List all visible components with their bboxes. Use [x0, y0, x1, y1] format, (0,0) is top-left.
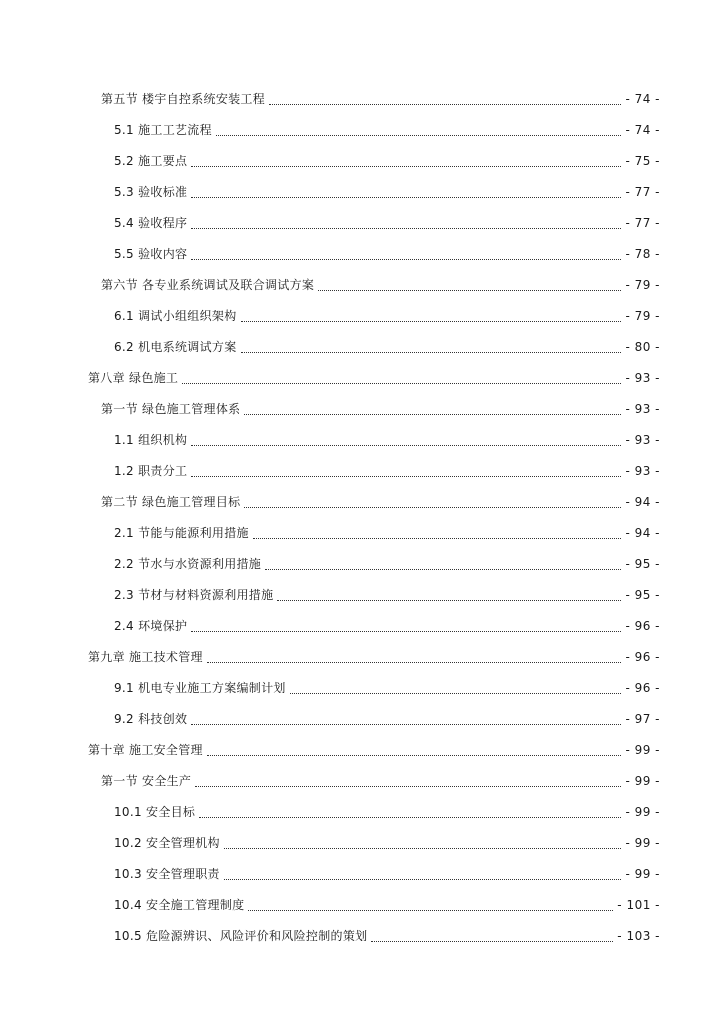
- toc-entry-title: 9.1 机电专业施工方案编制计划: [114, 681, 286, 695]
- toc-entry[interactable]: [0, 177, 724, 208]
- dot-leader: [371, 940, 613, 942]
- table-of-contents: [0, 84, 724, 952]
- dot-leader: [241, 320, 622, 322]
- toc-entry-title: 2.3 节材与材料资源利用措施: [114, 588, 274, 602]
- toc-entry-page-number: - 93 -: [625, 371, 660, 385]
- toc-entry[interactable]: [0, 611, 724, 642]
- toc-entry-page-number: - 93 -: [625, 402, 660, 416]
- toc-entry[interactable]: [0, 518, 724, 549]
- dot-leader: [244, 506, 621, 508]
- toc-entry-title: 第六节 各专业系统调试及联合调试方案: [101, 278, 315, 292]
- toc-entry[interactable]: [0, 704, 724, 735]
- dot-leader: [191, 258, 621, 260]
- toc-entry[interactable]: [0, 84, 724, 115]
- toc-entry[interactable]: [0, 766, 724, 797]
- toc-entry-title: 10.2 安全管理机构: [114, 836, 220, 850]
- toc-entry-page-number: - 97 -: [625, 712, 660, 726]
- toc-entry-title: 1.2 职责分工: [114, 464, 188, 478]
- toc-entry-title: 5.3 验收标准: [114, 185, 188, 199]
- toc-entry-page-number: - 93 -: [625, 433, 660, 447]
- toc-entry-page-number: - 77 -: [625, 185, 660, 199]
- toc-entry-page-number: - 74 -: [625, 123, 660, 137]
- dot-leader: [182, 382, 621, 384]
- dot-leader: [224, 847, 622, 849]
- toc-entry-title: 1.1 组织机构: [114, 433, 188, 447]
- dot-leader: [290, 692, 622, 694]
- toc-entry-title: 第八章 绿色施工: [88, 371, 179, 385]
- toc-entry[interactable]: [0, 456, 724, 487]
- toc-entry-title: 第二节 绿色施工管理目标: [101, 495, 241, 509]
- dot-leader: [191, 196, 621, 198]
- dot-leader: [244, 413, 621, 415]
- toc-entry-title: 2.1 节能与能源利用措施: [114, 526, 249, 540]
- toc-entry[interactable]: [0, 115, 724, 146]
- dot-leader: [269, 103, 621, 105]
- dot-leader: [199, 816, 621, 818]
- toc-entry[interactable]: [0, 301, 724, 332]
- toc-entry-page-number: - 95 -: [625, 588, 660, 602]
- dot-leader: [265, 568, 621, 570]
- toc-entry[interactable]: [0, 487, 724, 518]
- toc-entry[interactable]: [0, 549, 724, 580]
- toc-entry-title: 10.5 危险源辨识、风险评价和风险控制的策划: [114, 929, 368, 943]
- toc-entry-page-number: - 96 -: [625, 681, 660, 695]
- toc-entry[interactable]: [0, 208, 724, 239]
- dot-leader: [195, 785, 621, 787]
- toc-entry-page-number: - 95 -: [625, 557, 660, 571]
- toc-entry[interactable]: [0, 797, 724, 828]
- dot-leader: [253, 537, 622, 539]
- toc-entry[interactable]: [0, 394, 724, 425]
- toc-entry-page-number: - 99 -: [625, 774, 660, 788]
- toc-entry-page-number: - 99 -: [625, 867, 660, 881]
- toc-entry[interactable]: [0, 735, 724, 766]
- toc-entry-title: 2.4 环境保护: [114, 619, 188, 633]
- toc-entry-page-number: - 93 -: [625, 464, 660, 478]
- toc-entry[interactable]: [0, 859, 724, 890]
- toc-entry[interactable]: [0, 363, 724, 394]
- toc-entry-title: 第五节 楼宇自控系统安装工程: [101, 92, 266, 106]
- dot-leader: [191, 165, 621, 167]
- toc-entry-page-number: - 101 -: [617, 898, 660, 912]
- toc-entry-title: 10.1 安全目标: [114, 805, 196, 819]
- toc-entry-title: 10.4 安全施工管理制度: [114, 898, 245, 912]
- toc-entry-title: 5.2 施工要点: [114, 154, 188, 168]
- toc-entry-page-number: - 103 -: [617, 929, 660, 943]
- toc-entry-title: 2.2 节水与水资源利用措施: [114, 557, 262, 571]
- toc-entry-title: 9.2 科技创效: [114, 712, 188, 726]
- toc-entry[interactable]: [0, 828, 724, 859]
- dot-leader: [241, 351, 622, 353]
- toc-entry[interactable]: [0, 642, 724, 673]
- toc-entry-title: 第一节 绿色施工管理体系: [101, 402, 241, 416]
- toc-entry-page-number: - 99 -: [625, 836, 660, 850]
- toc-entry-page-number: - 96 -: [625, 619, 660, 633]
- toc-entry-page-number: - 94 -: [625, 495, 660, 509]
- toc-entry-page-number: - 79 -: [625, 309, 660, 323]
- toc-entry[interactable]: [0, 332, 724, 363]
- toc-entry-title: 第一节 安全生产: [101, 774, 192, 788]
- toc-entry-title: 6.1 调试小组组织架构: [114, 309, 237, 323]
- toc-entry[interactable]: [0, 890, 724, 921]
- toc-entry-title: 第十章 施工安全管理: [88, 743, 203, 757]
- toc-entry[interactable]: [0, 425, 724, 456]
- dot-leader: [191, 630, 621, 632]
- dot-leader: [191, 227, 621, 229]
- toc-entry-page-number: - 75 -: [625, 154, 660, 168]
- toc-entry-page-number: - 96 -: [625, 650, 660, 664]
- toc-entry-title: 5.4 验收程序: [114, 216, 188, 230]
- toc-entry[interactable]: [0, 580, 724, 611]
- toc-entry-page-number: - 99 -: [625, 805, 660, 819]
- dot-leader: [191, 475, 621, 477]
- dot-leader: [207, 754, 622, 756]
- toc-entry-title: 第九章 施工技术管理: [88, 650, 203, 664]
- toc-entry-page-number: - 78 -: [625, 247, 660, 261]
- toc-entry[interactable]: [0, 239, 724, 270]
- toc-entry-page-number: - 79 -: [625, 278, 660, 292]
- toc-entry[interactable]: [0, 146, 724, 177]
- toc-entry-title: 10.3 安全管理职责: [114, 867, 220, 881]
- dot-leader: [191, 444, 621, 446]
- dot-leader: [207, 661, 622, 663]
- toc-entry-page-number: - 99 -: [625, 743, 660, 757]
- dot-leader: [248, 909, 613, 911]
- toc-entry-page-number: - 74 -: [625, 92, 660, 106]
- dot-leader: [216, 134, 622, 136]
- toc-entry-title: 6.2 机电系统调试方案: [114, 340, 237, 354]
- dot-leader: [277, 599, 621, 601]
- toc-entry-page-number: - 80 -: [625, 340, 660, 354]
- dot-leader: [318, 289, 621, 291]
- toc-entry-page-number: - 94 -: [625, 526, 660, 540]
- toc-entry[interactable]: [0, 921, 724, 952]
- toc-entry-page-number: - 77 -: [625, 216, 660, 230]
- toc-entry[interactable]: [0, 270, 724, 301]
- toc-entry-title: 5.1 施工工艺流程: [114, 123, 212, 137]
- dot-leader: [224, 878, 622, 880]
- toc-entry-title: 5.5 验收内容: [114, 247, 188, 261]
- dot-leader: [191, 723, 621, 725]
- toc-entry[interactable]: [0, 673, 724, 704]
